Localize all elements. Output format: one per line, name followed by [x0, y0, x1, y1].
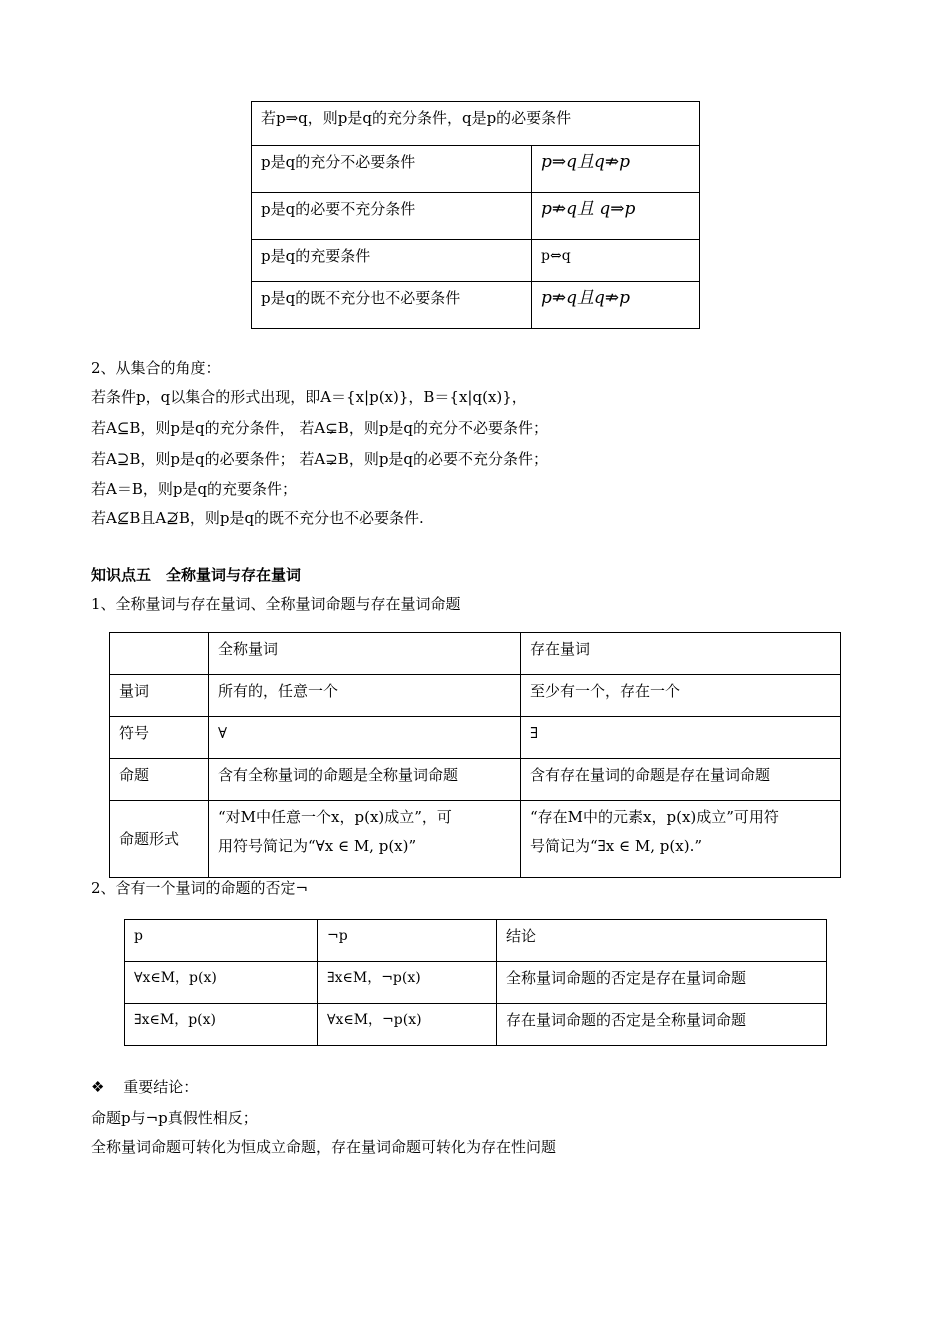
condition-expr: p⇔q: [532, 240, 700, 282]
row-label: 量词: [110, 675, 209, 717]
quantifier-table: [109, 632, 841, 878]
condition-table-header: 若p⇒q，则p是q的充分条件，q是p的必要条件: [252, 102, 700, 146]
form-formula: 用符号简记为“∀x ∈ M, p(x)”: [218, 837, 417, 855]
condition-table: [251, 101, 700, 329]
table-cell: ∃x∈M，p(x): [125, 1004, 318, 1046]
table-cell: 含有存在量词的命题是存在量词命题: [521, 759, 841, 801]
subsection-title: 1、全称量词与存在量词、全称量词命题与存在量词命题: [91, 595, 461, 613]
conclusion-title: 重要结论：: [123, 1078, 199, 1096]
row-label: 命题: [110, 759, 209, 801]
negation-table: [124, 919, 827, 1046]
text-line: 若A⊆B，则p是q的充分条件， 若A⊊B，则p是q的充分不必要条件；: [91, 419, 549, 437]
text-line: 若A＝B，则p是q的充要条件；: [91, 480, 298, 498]
form-cell: [521, 801, 841, 878]
table-header: 结论: [497, 920, 827, 962]
diamond-bullet-icon: ❖: [91, 1078, 105, 1096]
table-header: ¬p: [318, 920, 497, 962]
table-cell: ∃x∈M，¬p(x): [318, 962, 497, 1004]
section-heading: 知识点五 全称量词与存在量词: [91, 566, 302, 584]
conclusion-heading: [91, 1077, 198, 1097]
table-cell: 至少有一个，存在一个: [521, 675, 841, 717]
condition-expr: p⇒q且q⇏p: [532, 146, 700, 193]
table-cell: ∀x∈M，¬p(x): [318, 1004, 497, 1046]
text-line: 命题p与¬p真假性相反；: [91, 1109, 258, 1127]
condition-expr: p⇏q且q⇏p: [532, 282, 700, 329]
form-cell: [209, 801, 521, 878]
table-cell: 全称量词命题的否定是存在量词命题: [497, 962, 827, 1004]
text-line: 全称量词命题可转化为恒成立命题，存在量词命题可转化为存在性问题: [91, 1138, 557, 1156]
text-line: 若条件p，q以集合的形式出现，即A＝{x|p(x)}，B＝{x|q(x)}，: [91, 388, 527, 406]
text-line: 若A⊈B且A⊉B，则p是q的既不充分也不必要条件.: [91, 509, 424, 527]
row-label: 符号: [110, 717, 209, 759]
table-header: p: [125, 920, 318, 962]
row-label: 命题形式: [110, 801, 209, 878]
condition-label: p是q的既不充分也不必要条件: [252, 282, 532, 329]
table-cell: [110, 633, 209, 675]
form-text: “存在M中的元素x，p(x)成立”可用符: [530, 808, 779, 826]
condition-label: p是q的必要不充分条件: [252, 193, 532, 240]
subsection-title: 2、含有一个量词的命题的否定¬: [91, 879, 309, 897]
table-cell: 所有的，任意一个: [209, 675, 521, 717]
form-text: “对M中任意一个x，p(x)成立”，可: [218, 808, 452, 826]
form-formula: 号简记为“∃x ∈ M, p(x).”: [530, 837, 703, 855]
table-header: 全称量词: [209, 633, 521, 675]
table-cell: ∃: [521, 717, 841, 759]
table-cell: 存在量词命题的否定是全称量词命题: [497, 1004, 827, 1046]
table-cell: ∀: [209, 717, 521, 759]
table-cell: 含有全称量词的命题是全称量词命题: [209, 759, 521, 801]
table-header: 存在量词: [521, 633, 841, 675]
text-line: 若A⊇B，则p是q的必要条件； 若A⊋B，则p是q的必要不充分条件；: [91, 450, 549, 468]
condition-label: p是q的充要条件: [252, 240, 532, 282]
section-title: 2、从集合的角度：: [91, 359, 221, 377]
condition-label: p是q的充分不必要条件: [252, 146, 532, 193]
table-cell: ∀x∈M，p(x): [125, 962, 318, 1004]
condition-expr: p⇏q且 q⇒p: [532, 193, 700, 240]
